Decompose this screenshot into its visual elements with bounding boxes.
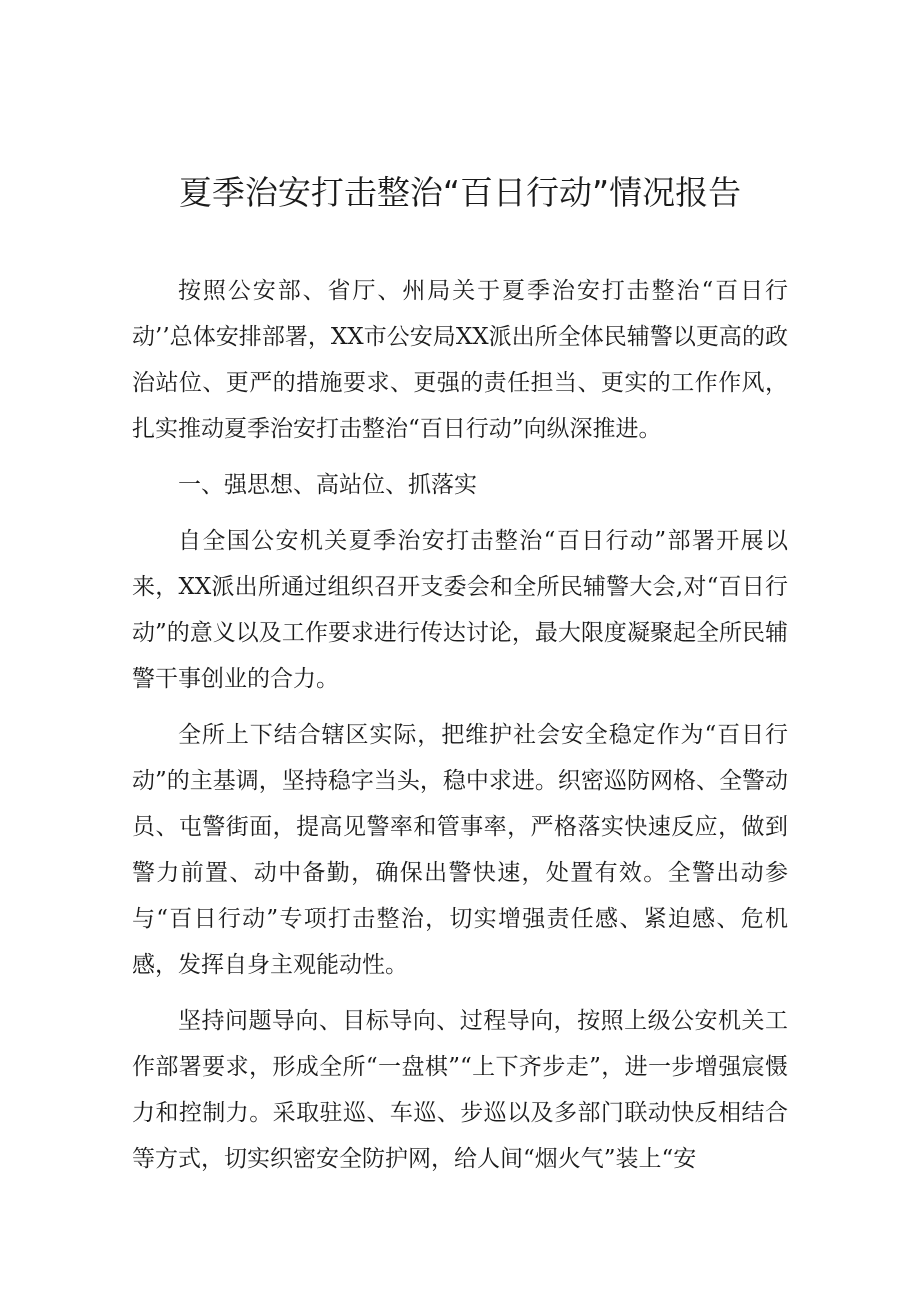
paragraph-intro: 按照公安部、省厅、州局关于夏季治安打击整治“百日行动’’总体安排部署，XX市公安局XX派出所全体民辅警以更高的政治站位、更严的措施要求、更强的责任担当、更实的工作作风，扎实推动夏季治安打击整治“百日行动”向纵深推进。 [132, 278, 788, 442]
section-heading-1: 一、强思想、高站位、抓落实 [178, 472, 477, 498]
paragraph-section1-2: 全所上下结合辖区实际，把维护社会安全稳定作为“百日行动”的主基调，坚持稳字当头，稳中求进。织密巡防网格、全警动员、屯警街面，提高见警率和管事率，严格落实快速反应，做到警力前置、动中备勤，确保出警快速，处置有效。全警出动参与“百日行动”专项打击整治，切实增强责任感、紧迫感、危机感，发挥自身主观能动性。 [132, 722, 788, 978]
document-body [132, 268, 788, 1192]
paragraph-section1-3: 坚持问题导向、目标导向、过程导向，按照上级公安机关工作部署要求，形成全所“一盘棋”“上下齐步走”，进一步增强宸慑力和控制力。采取驻巡、车巡、步巡以及多部门联动快反相结合等方式，切实织密安全防护网，给人间“烟火气”装上“安 [132, 1008, 788, 1172]
paragraph-section1-1: 自全国公安机关夏季治安打击整治“百日行动”部署开展以来，XX派出所通过组织召开支委会和全所民辅警大会,对“百日行动”的意义以及工作要求进行传达讨论，最大限度凝聚起全所民辅警干事创业的合力。 [132, 528, 788, 692]
document-title: 夏季治安打击整治“百日行动”情况报告 [178, 173, 742, 212]
